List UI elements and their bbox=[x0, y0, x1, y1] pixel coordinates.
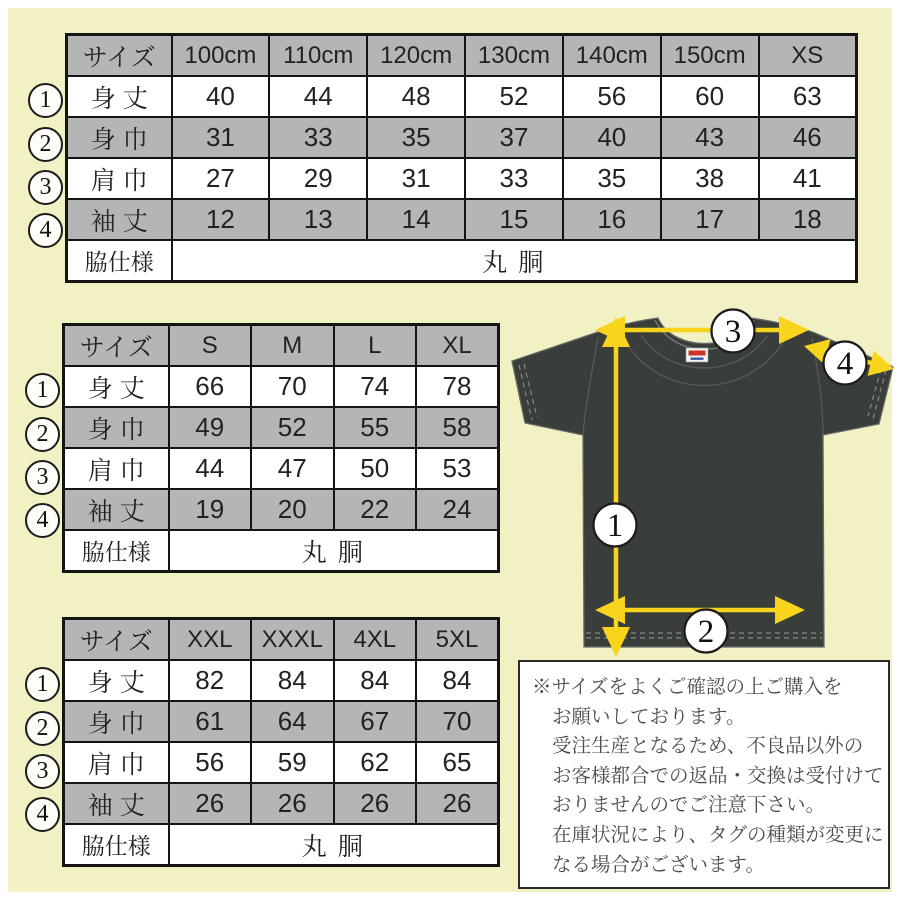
size-value: 22 bbox=[334, 489, 417, 530]
measure-row-2 bbox=[67, 117, 857, 158]
size-value: 49 bbox=[169, 407, 252, 448]
row-label: 身 巾 bbox=[64, 701, 169, 742]
chart-canvas bbox=[8, 8, 892, 892]
notes-box bbox=[518, 660, 890, 889]
size-value: 52 bbox=[251, 407, 334, 448]
size-value: 65 bbox=[416, 742, 499, 783]
note-line: 在庫状況により、タグの種類が変更に bbox=[552, 823, 884, 846]
size-value: 38 bbox=[661, 158, 759, 199]
circled-number-1: 1 bbox=[28, 83, 63, 118]
side-spec-value: 丸 胴 bbox=[169, 530, 499, 572]
size-value: 61 bbox=[169, 701, 252, 742]
measure-row-1 bbox=[67, 76, 857, 117]
circled-number-2: 2 bbox=[25, 417, 60, 452]
size-value: 48 bbox=[367, 76, 465, 117]
tshirt-illustration bbox=[508, 305, 900, 661]
size-value: 26 bbox=[169, 783, 252, 824]
measure-row-2 bbox=[64, 701, 499, 742]
circled-number-4: 4 bbox=[25, 797, 60, 832]
row-label: 身 丈 bbox=[64, 366, 169, 407]
size-column-XXXL: XXXL bbox=[251, 619, 334, 661]
size-value: 29 bbox=[269, 158, 367, 199]
size-table-100cm-150cm-xs bbox=[65, 33, 858, 283]
size-column-S: S bbox=[169, 325, 252, 367]
circled-number-1: 1 bbox=[25, 667, 60, 702]
row-label: 袖 丈 bbox=[64, 489, 169, 530]
side-spec-label: 脇仕様 bbox=[67, 240, 172, 282]
size-value: 53 bbox=[416, 448, 499, 489]
side-spec-value: 丸 胴 bbox=[172, 240, 857, 282]
size-column-XL: XL bbox=[416, 325, 499, 367]
size-value: 52 bbox=[465, 76, 563, 117]
size-block-adult bbox=[24, 323, 500, 573]
size-value: 66 bbox=[169, 366, 252, 407]
size-column-XXL: XXL bbox=[169, 619, 252, 661]
row-label: 身 丈 bbox=[64, 660, 169, 701]
badge-3-shoulder-width bbox=[712, 310, 755, 353]
measure-row-3 bbox=[64, 742, 499, 783]
row-label: 肩 巾 bbox=[64, 448, 169, 489]
size-column-120cm: 120cm bbox=[367, 35, 465, 77]
svg-text:2: 2 bbox=[697, 614, 715, 650]
size-value: 70 bbox=[416, 701, 499, 742]
size-value: 84 bbox=[251, 660, 334, 701]
measure-row-1 bbox=[64, 366, 499, 407]
size-value: 12 bbox=[172, 199, 270, 240]
svg-text:4: 4 bbox=[836, 346, 854, 382]
size-value: 56 bbox=[563, 76, 661, 117]
measure-row-3 bbox=[67, 158, 857, 199]
measure-row-2 bbox=[64, 407, 499, 448]
size-column-XS: XS bbox=[759, 35, 857, 77]
size-value: 63 bbox=[759, 76, 857, 117]
circled-number-2: 2 bbox=[28, 127, 63, 162]
row-label: 肩 巾 bbox=[67, 158, 172, 199]
size-value: 44 bbox=[269, 76, 367, 117]
size-value: 19 bbox=[169, 489, 252, 530]
svg-text:3: 3 bbox=[724, 314, 742, 350]
row-label: 袖 丈 bbox=[64, 783, 169, 824]
measure-row-1 bbox=[64, 660, 499, 701]
size-value: 74 bbox=[334, 366, 417, 407]
side-spec-label: 脇仕様 bbox=[64, 530, 169, 572]
size-column-140cm: 140cm bbox=[563, 35, 661, 77]
row-label: 袖 丈 bbox=[67, 199, 172, 240]
size-value: 31 bbox=[367, 158, 465, 199]
size-value: 33 bbox=[269, 117, 367, 158]
badge-1-body-length bbox=[594, 504, 637, 547]
size-table-xxl-5xl bbox=[62, 617, 500, 867]
size-value: 50 bbox=[334, 448, 417, 489]
size-value: 13 bbox=[269, 199, 367, 240]
badge-4-sleeve-length bbox=[824, 342, 867, 385]
size-value: 40 bbox=[563, 117, 661, 158]
measure-number-gutter bbox=[24, 617, 62, 867]
measure-row-3 bbox=[64, 448, 499, 489]
size-value: 31 bbox=[172, 117, 270, 158]
size-value: 27 bbox=[172, 158, 270, 199]
size-value: 47 bbox=[251, 448, 334, 489]
brand-tag bbox=[686, 348, 708, 362]
size-value: 67 bbox=[334, 701, 417, 742]
size-value: 44 bbox=[169, 448, 252, 489]
size-value: 41 bbox=[759, 158, 857, 199]
size-block-plus bbox=[24, 617, 500, 867]
size-value: 56 bbox=[169, 742, 252, 783]
size-value: 55 bbox=[334, 407, 417, 448]
size-value: 26 bbox=[416, 783, 499, 824]
note-line: 受注生産となるため、不良品以外の bbox=[552, 735, 864, 758]
size-value: 59 bbox=[251, 742, 334, 783]
size-value: 20 bbox=[251, 489, 334, 530]
size-value: 35 bbox=[563, 158, 661, 199]
note-line: ※サイズをよくご確認の上ご購入を bbox=[532, 676, 843, 698]
size-value: 18 bbox=[759, 199, 857, 240]
row-label: 身 巾 bbox=[67, 117, 172, 158]
size-column-150cm: 150cm bbox=[661, 35, 759, 77]
size-value: 37 bbox=[465, 117, 563, 158]
row-label: 身 巾 bbox=[64, 407, 169, 448]
circled-number-3: 3 bbox=[28, 170, 63, 205]
size-column-L: L bbox=[334, 325, 417, 367]
size-value: 24 bbox=[416, 489, 499, 530]
size-value: 84 bbox=[334, 660, 417, 701]
measure-number-gutter bbox=[24, 323, 62, 573]
circled-number-4: 4 bbox=[28, 213, 63, 248]
size-value: 15 bbox=[465, 199, 563, 240]
note-line: なる場合がございます。 bbox=[552, 853, 765, 876]
size-value: 33 bbox=[465, 158, 563, 199]
note-line: おりませんのでご注意下さい。 bbox=[552, 794, 826, 817]
side-spec-label: 脇仕様 bbox=[64, 824, 169, 866]
size-value: 40 bbox=[172, 76, 270, 117]
size-value: 16 bbox=[563, 199, 661, 240]
size-value: 60 bbox=[661, 76, 759, 117]
size-column-130cm: 130cm bbox=[465, 35, 563, 77]
measure-number-gutter bbox=[27, 33, 65, 283]
size-value: 58 bbox=[416, 407, 499, 448]
size-value: 46 bbox=[759, 117, 857, 158]
note-line: お願いしております。 bbox=[552, 705, 746, 728]
size-value: 62 bbox=[334, 742, 417, 783]
side-spec-value: 丸 胴 bbox=[169, 824, 499, 866]
size-column-4XL: 4XL bbox=[334, 619, 417, 661]
size-column-110cm: 110cm bbox=[269, 35, 367, 77]
side-spec-row bbox=[64, 530, 499, 572]
circled-number-1: 1 bbox=[25, 373, 60, 408]
size-header-label: サイズ bbox=[64, 619, 169, 661]
measure-row-4 bbox=[67, 199, 857, 240]
size-value: 70 bbox=[251, 366, 334, 407]
size-value: 35 bbox=[367, 117, 465, 158]
size-value: 64 bbox=[251, 701, 334, 742]
size-header-label: サイズ bbox=[64, 325, 169, 367]
size-table-s-xl bbox=[62, 323, 500, 573]
size-value: 17 bbox=[661, 199, 759, 240]
size-value: 26 bbox=[251, 783, 334, 824]
side-spec-row bbox=[67, 240, 857, 282]
circled-number-3: 3 bbox=[25, 754, 60, 789]
size-block-kids bbox=[27, 33, 858, 283]
tshirt-diagram bbox=[508, 305, 900, 661]
size-value: 14 bbox=[367, 199, 465, 240]
circled-number-4: 4 bbox=[25, 503, 60, 538]
size-column-5XL: 5XL bbox=[416, 619, 499, 661]
side-spec-row bbox=[64, 824, 499, 866]
row-label: 肩 巾 bbox=[64, 742, 169, 783]
badge-2-body-width bbox=[685, 610, 728, 653]
size-value: 84 bbox=[416, 660, 499, 701]
circled-number-2: 2 bbox=[25, 711, 60, 746]
size-value: 82 bbox=[169, 660, 252, 701]
measure-row-4 bbox=[64, 489, 499, 530]
size-value: 43 bbox=[661, 117, 759, 158]
row-label: 身 丈 bbox=[67, 76, 172, 117]
size-value: 78 bbox=[416, 366, 499, 407]
size-column-M: M bbox=[251, 325, 334, 367]
measure-row-4 bbox=[64, 783, 499, 824]
size-header-label: サイズ bbox=[67, 35, 172, 77]
circled-number-3: 3 bbox=[25, 460, 60, 495]
note-line: お客様都合での返品・交換は受付けて bbox=[552, 764, 884, 787]
size-value: 26 bbox=[334, 783, 417, 824]
svg-text:1: 1 bbox=[606, 508, 624, 544]
size-column-100cm: 100cm bbox=[172, 35, 270, 77]
